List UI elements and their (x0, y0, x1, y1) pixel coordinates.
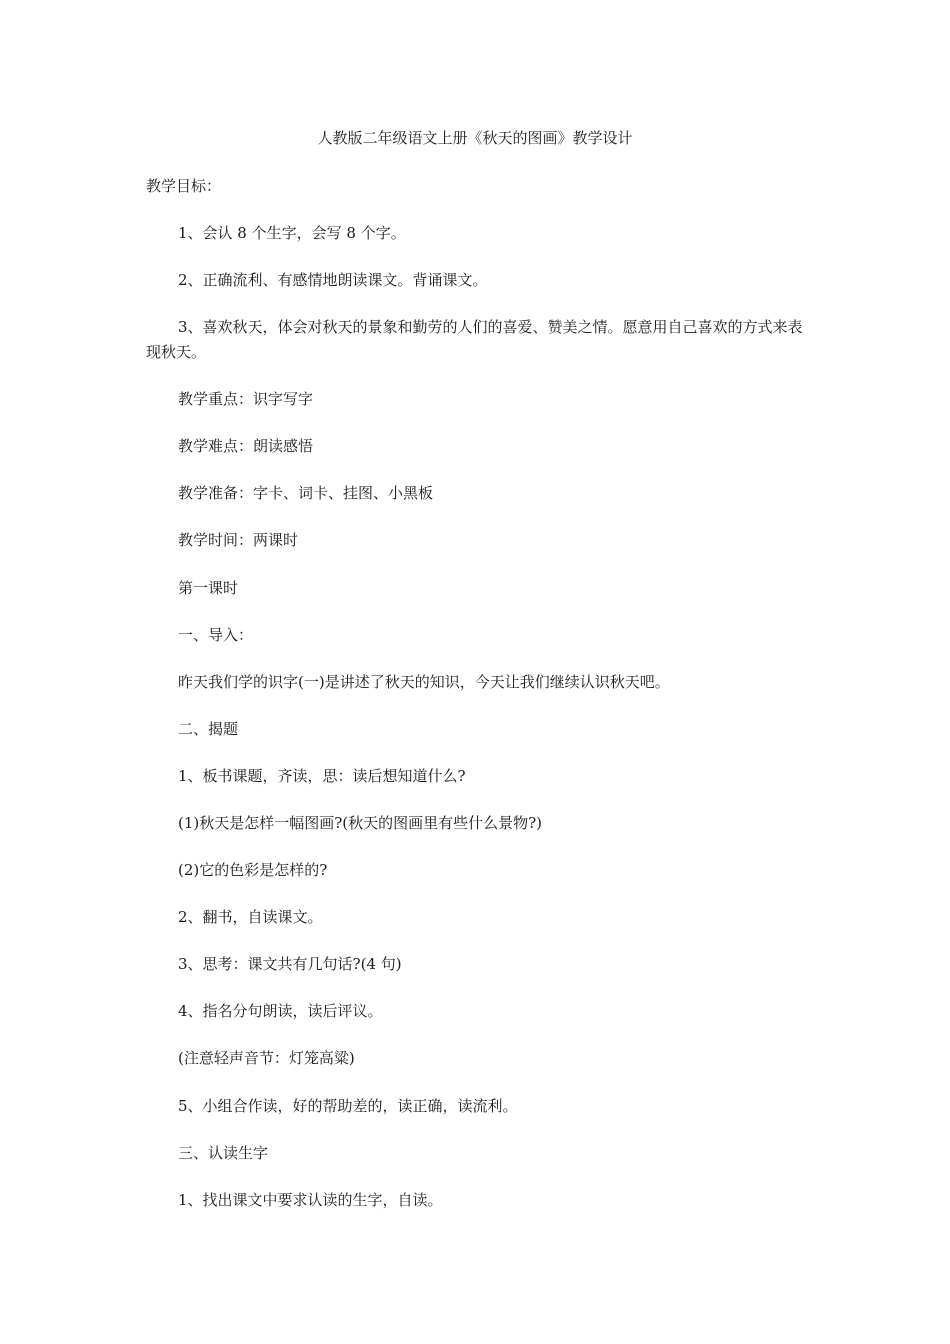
section-1-text: 昨天我们学的识字(一)是讲述了秋天的知识，今天让我们继续认识秋天吧。 (178, 673, 670, 691)
question-1: (1)秋天是怎样一幅图画?(秋天的图画里有些什么景物?) (178, 814, 543, 832)
step-1: 1、板书课题，齐读，思：读后想知道什么? (178, 767, 466, 785)
section-1-heading: 一、导入： (178, 626, 254, 644)
document-title: 人教版二年级语文上册《秋天的图画》教学设计 (317, 129, 633, 147)
section-3-heading: 三、认读生字 (178, 1144, 269, 1162)
lesson-1-heading: 第一课时 (178, 579, 239, 597)
objectives-heading: 教学目标： (146, 177, 222, 195)
pronunciation-note: (注意轻声音节：灯笼高粱) (178, 1049, 355, 1067)
step-4: 4、指名分句朗读，读后评议。 (178, 1002, 383, 1020)
key-point: 教学重点：识字写字 (178, 390, 314, 408)
preparation: 教学准备：字卡、词卡、挂图、小黑板 (178, 484, 434, 502)
step-3: 3、思考：课文共有几句话?(4 句) (178, 955, 402, 973)
objective-3: 3、喜欢秋天，体会对秋天的景象和勤劳的人们的喜爱、赞美之情。愿意用自己喜欢的方式来表现秋天。 (146, 318, 803, 361)
difficulty: 教学难点：朗读感悟 (178, 437, 314, 455)
section-3-step-1: 1、找出课文中要求认读的生字，自读。 (178, 1191, 443, 1209)
section-2-heading: 二、揭题 (178, 720, 239, 738)
question-2: (2)它的色彩是怎样的? (178, 861, 328, 879)
step-5: 5、小组合作读，好的帮助差的，读正确，读流利。 (178, 1097, 518, 1115)
step-2: 2、翻书，自读课文。 (178, 908, 323, 926)
objective-1: 1、会认 8 个生字，会写 8 个字。 (178, 224, 406, 242)
objective-2: 2、正确流利、有感情地朗读课文。背诵课文。 (178, 271, 488, 289)
duration: 教学时间：两课时 (178, 531, 299, 549)
